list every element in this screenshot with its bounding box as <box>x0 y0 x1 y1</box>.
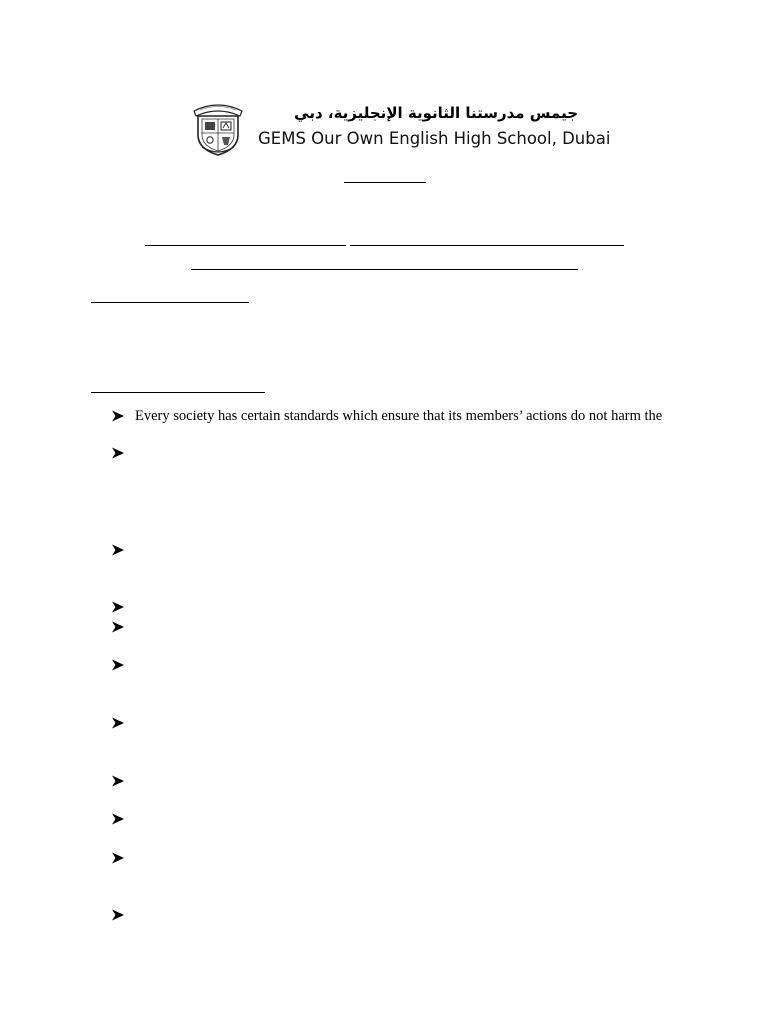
section-heading-underline-2 <box>91 392 265 393</box>
arrowhead-bullet-icon <box>111 446 125 460</box>
subtitle-underline-second-line <box>191 269 578 270</box>
arrowhead-bullet-icon <box>111 658 125 672</box>
arrowhead-bullet-icon <box>111 908 125 922</box>
arrowhead-bullet-icon <box>111 851 125 865</box>
arrowhead-bullet-icon <box>111 600 125 614</box>
arrowhead-bullet-icon <box>111 620 125 634</box>
arrowhead-bullet-icon <box>111 812 125 826</box>
arrowhead-bullet-icon <box>111 543 125 557</box>
bullet-text: Every society has certain standards which ensure that its members’ actions do not harm the <box>135 408 663 424</box>
school-crest-icon <box>188 99 248 157</box>
school-name-english: GEMS Our Own English High School, Dubai <box>258 129 611 148</box>
school-name-arabic: جيمس مدرستنا الثانوية الإنجليزية، دبي <box>294 104 578 122</box>
arrowhead-bullet-icon <box>111 409 125 423</box>
arrowhead-bullet-icon <box>111 774 125 788</box>
title-underline <box>344 182 426 183</box>
arrowhead-bullet-icon <box>111 716 125 730</box>
section-heading-underline-1 <box>91 302 249 303</box>
subtitle-underline-left <box>145 245 346 246</box>
subtitle-underline-right <box>350 245 624 246</box>
